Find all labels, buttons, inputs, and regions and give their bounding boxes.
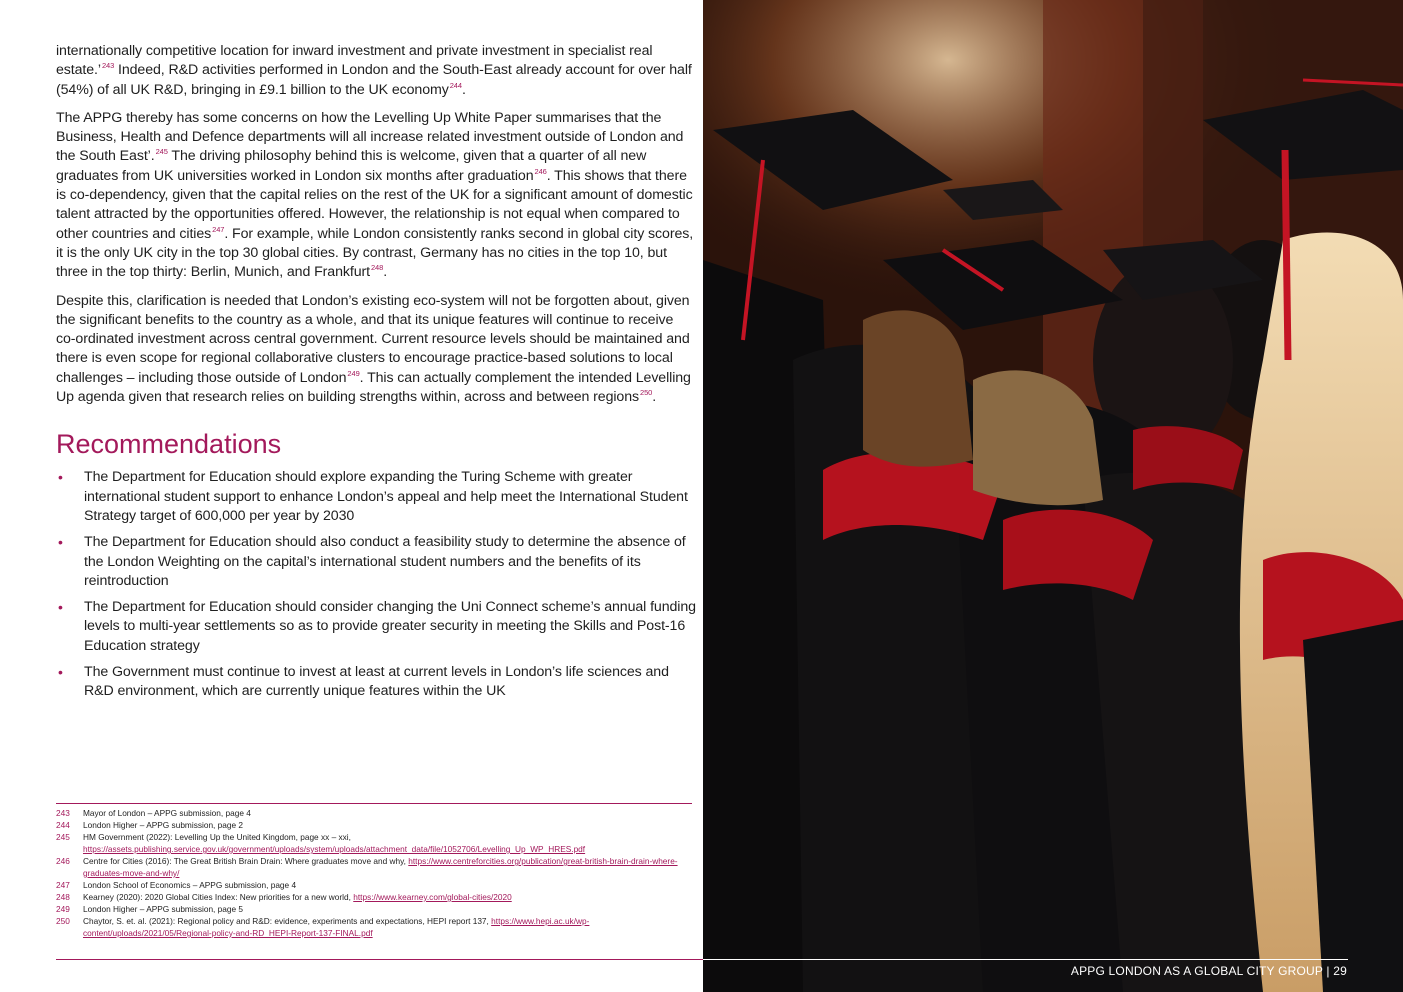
body-paragraph <box>56 109 696 283</box>
footnote-text-wrap <box>83 831 692 855</box>
footnote-item <box>56 855 692 879</box>
recommendation-text: The Department for Education should consider changing the Uni Connect scheme’s annual funding levels to multi-year settlements so as to provide greater security in meeting the Skills and Post-16 Education strategy <box>84 599 696 654</box>
bullet-icon: • <box>58 469 63 486</box>
recommendation-item <box>56 663 696 702</box>
paragraph-text: internationally competitive location for inward investment and private investment in specialist real estate.’ <box>56 43 653 79</box>
footnote-item <box>56 903 692 915</box>
footnote-ref[interactable]: 249 <box>347 368 360 378</box>
bullet-icon: • <box>58 664 63 681</box>
body-paragraphs <box>56 42 696 407</box>
footnote-text-wrap <box>83 891 692 903</box>
footnote-ref[interactable]: 244 <box>449 80 462 90</box>
footnote-text-wrap <box>83 903 692 915</box>
paragraph-text: The driving philosophy behind this is welcome, given that a quarter of all new graduates from UK universities worked in London six months after graduation <box>56 148 647 184</box>
footnote-text: London Higher – APPG submission, page 5 <box>83 904 244 914</box>
main-text-column <box>56 42 696 709</box>
recommendation-item <box>56 533 696 591</box>
footnote-item <box>56 831 692 855</box>
recommendation-item <box>56 598 696 656</box>
footnote-number: 249 <box>56 904 70 914</box>
footnote-link[interactable]: https://www.kearney.com/global-cities/2020 <box>353 892 512 902</box>
paragraph-text: . For example, while London consistently ranks second in global city scores, it is the only UK city in the top 30 global cities. By contrast, Germany has no cities in the top 10, but three in the top thirty: Berlin, Munich, and Frankfurt <box>56 225 694 281</box>
footnote-divider <box>56 803 692 804</box>
footnote-item <box>56 807 692 819</box>
footnote-text: Chaytor, S. et. al. (2021): Regional policy and R&D: evidence, experiments and expectations, HEPI report 137, <box>83 916 492 926</box>
graduation-photo-illustration <box>703 0 1403 992</box>
bullet-icon: • <box>58 599 63 616</box>
footnote-ref[interactable]: 250 <box>640 388 653 398</box>
paragraph-text: The APPG thereby has some concerns on how the Levelling Up White Paper summarises that the Business, Health and Defence departments will all increase related investment outside of London and the South East’. <box>56 109 684 165</box>
footnote-text: Kearney (2020): 2020 Global Cities Index: New priorities for a new world, <box>83 892 354 902</box>
footnote-text: Centre for Cities (2016): The Great British Brain Drain: Where graduates move and why, <box>83 856 409 866</box>
footnote-item <box>56 879 692 891</box>
footnotes <box>56 807 692 939</box>
footnote-number: 243 <box>56 808 70 818</box>
paragraph-text: Despite this, clarification is needed that London’s existing eco-system will not be forgotten about, given the significant benefits to the country as a whole, and that its unique features will continue to receive co-ordinated investment across central government. Current resource levels should be maintained and there is even scope for regional collaborative clusters to encourage practice-based solutions to local challenges – including those outside of London <box>56 292 690 386</box>
recommendation-text: The Department for Education should also conduct a feasibility study to determine the absence of the London Weighting on the capital’s international student numbers and the benefits of its reintroduction <box>84 534 686 589</box>
page-footer: APPG LONDON AS A GLOBAL CITY GROUP | 29 <box>1070 964 1347 978</box>
paragraph-text: . This can actually complement the intended Levelling Up agenda given that research relies on building strengths within, across and between regions <box>56 369 691 406</box>
body-paragraph <box>56 292 696 408</box>
paragraph-text: . <box>383 264 388 281</box>
paragraph-text: . This shows that there is co-dependency, given that the capital relies on the rest of the UK for a significant amount of domestic talent attracted by the opportunities offered. However, the relationship is not equal when compared to other countries and cities <box>56 167 693 242</box>
footnote-number: 246 <box>56 856 70 866</box>
footnote-ref[interactable]: 245 <box>155 147 168 157</box>
footnote-text: London School of Economics – APPG submission, page 4 <box>83 880 297 890</box>
footnote-item <box>56 819 692 831</box>
footnote-text-wrap <box>83 807 692 819</box>
footnote-ref[interactable]: 246 <box>534 166 547 176</box>
body-paragraph <box>56 42 696 100</box>
recommendation-item <box>56 468 696 526</box>
footnote-number: 247 <box>56 880 70 890</box>
footnote-item <box>56 915 692 939</box>
footnote-number: 248 <box>56 892 70 902</box>
recommendation-text: The Government must continue to invest at least at current levels in London’s life sciences and R&D environment, which are currently unique features within the UK <box>84 664 669 700</box>
footnote-text: London Higher – APPG submission, page 2 <box>83 820 244 830</box>
footnote-ref[interactable]: 248 <box>370 263 384 273</box>
footnote-ref[interactable]: 247 <box>212 224 225 234</box>
footnote-number: 244 <box>56 820 70 830</box>
footer-rule-over-photo <box>703 959 1348 960</box>
footnote-text-wrap <box>83 879 692 891</box>
footnote-link[interactable]: https://assets.publishing.service.gov.uk/government/uploads/system/uploads/attachment_data/file/1052706/Levelling_Up_WP_HRES.pdf <box>83 844 586 854</box>
footnote-ref[interactable]: 243 <box>101 61 115 71</box>
footnote-text: Mayor of London – APPG submission, page 4 <box>83 808 251 818</box>
bullet-icon: • <box>58 534 63 551</box>
footnote-text-wrap <box>83 819 692 831</box>
recommendations-heading: Recommendations <box>56 429 282 460</box>
recommendations-list <box>56 468 696 701</box>
recommendation-text: The Department for Education should explore expanding the Turing Scheme with greater international student support to enhance London’s appeal and help meet the International Student Strategy target of 600,000 per year by 2030 <box>84 469 688 524</box>
footnote-link[interactable]: https://www.hepi.ac.uk/wp-content/uploads/2021/05/Regional-policy-and-RD_HEPI-Report-137-FINAL.pdf <box>83 916 590 938</box>
paragraph-text: . <box>652 389 657 406</box>
footnote-number: 245 <box>56 832 70 842</box>
footnote-text-wrap <box>83 855 692 879</box>
footnote-text: HM Government (2022): Levelling Up the United Kingdom, page xx – xxi, <box>83 832 351 842</box>
footnote-text-wrap <box>83 915 692 939</box>
graduation-photo <box>703 0 1403 992</box>
paragraph-text: Indeed, R&D activities performed in London and the South-East already account for over half (54%) of all UK R&D, bringing in £9.1 billion to the UK economy <box>56 62 692 98</box>
footnote-item <box>56 891 692 903</box>
paragraph-text: . <box>461 81 466 98</box>
footnote-link[interactable]: https://www.centreforcities.org/publication/great-british-brain-drain-where-graduates-move-and-why/ <box>83 856 678 878</box>
footnote-number: 250 <box>56 916 70 926</box>
